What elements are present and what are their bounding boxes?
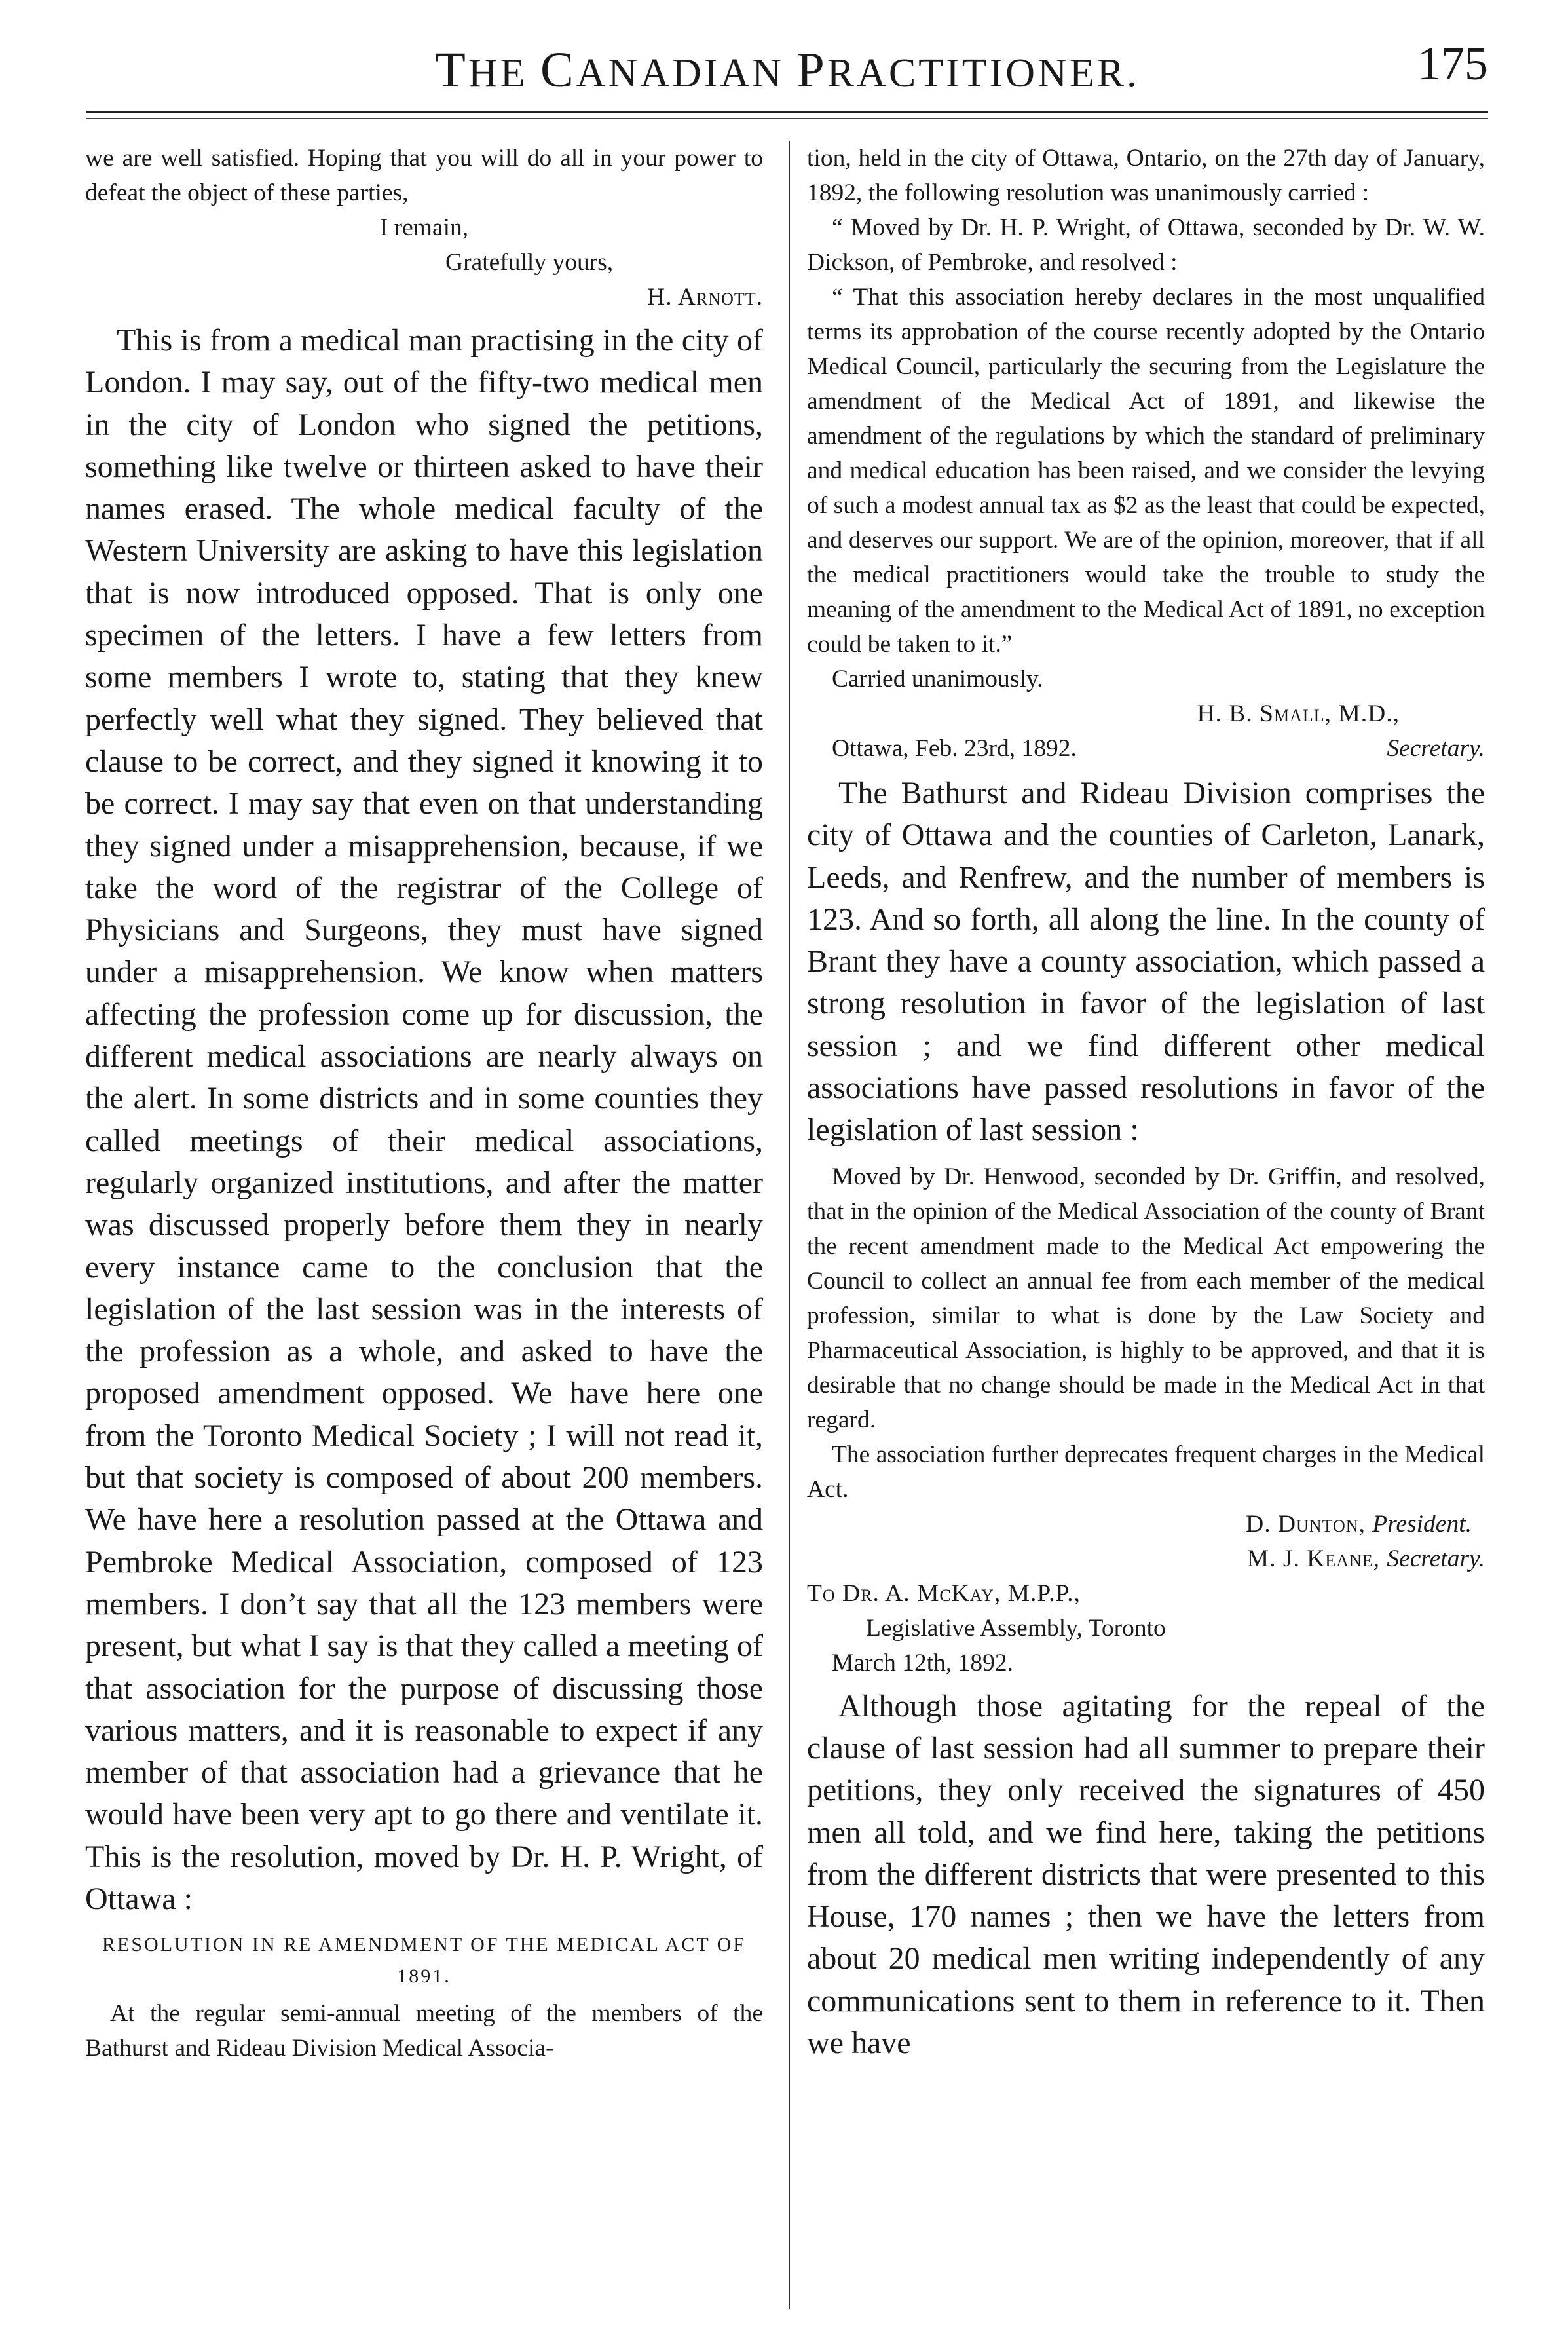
running-title-ractitioner: RACTITIONER. <box>827 51 1140 96</box>
moved-by-wright: “ Moved by Dr. H. P. Wright, of Ottawa, seconded by Dr. W. W. Dickson, of Pembroke, and resolved : <box>807 214 1485 276</box>
speech-paragraph-2: The Bathurst and Rideau Division comprises the city of Ottawa and the counties of Carleton, Lanark, Leeds, and Renfrew, and the number of members is 123. And so forth, all along the line. In the county of Brant they have a county association, which passed a strong resolution in favor of the legislation of last session ; and we find different other medical associations have passed resolutions in favor of the legislation of last session : <box>807 776 1485 1148</box>
small-signature: H. B. Small, M.D., <box>1197 700 1400 727</box>
resolution-intro: At the regular semi-annual meeting of the members of the Bathurst and Rideau Division Medical Associa- <box>85 2000 763 2062</box>
header-rule-thin <box>86 118 1488 119</box>
carried-unanimously: Carried unanimously. <box>832 666 1043 692</box>
right-column <box>807 141 1485 2064</box>
speech-paragraph-3: Although those agitating for the repeal of the clause of last session had all summer to prepare their petitions, they only received the signatures of 450 men all told, and we find here, taking the petitions from the different districts that were presented to this House, 170 names ; then we have the letters from about 20 medical men writing independently of any communications sent to them in reference to it. Then we have <box>807 1688 1485 2061</box>
letter-signature: H. Arnott. <box>647 284 763 311</box>
speech-paragraph-1: This is from a medical man practising in the city of London. I may say, out of the fifty-two medical men in the city of London who signed the petitions, something like twelve or thirteen asked to have their names erased. The whole medical faculty of the Western University are asking to have this legislation that is now introduced opposed. That is only one specimen of the letters. I have a few letters from some members I wrote to, stating that they knew perfectly well what they signed. They believed that clause to be correct, and they signed it knowing it to be correct. I may say that even on that understanding they signed under a misapprehension, because, if we take the word of the registrar of the College of Physicians and Surgeons, they must have signed under a misapprehension. We know when matters affecting the profession come up for discussion, the different medical associations are nearly always on the alert. In some districts and in some counties they called meetings of their medical associations, regularly organized institutions, and after the matter was discussed properly before them they in nearly every instance came to the conclusion that the legislation of the last session was in the interests of the profession as a whole, and asked to have the proposed amendment opposed. We have here one from the Toronto Medical Society ; I will not read it, but that society is composed of about 200 members. We have here a resolution passed at the Ottawa and Pembroke Medical Association, composed of 123 members. I don’t say that all the 123 members were present, but what I say is that they called a meeting of that association for the purpose of discussing those various matters, and it is reasonable to expect if any member of that association had a grievance that he would have been very apt to go there and ventilate it. This is the resolution, moved by Dr. H. P. Wright, of Ottawa : <box>85 323 763 1916</box>
keane-name: M. J. Keane, <box>1246 1545 1387 1572</box>
secretary-title: Secretary. <box>1387 735 1485 762</box>
letter-closing-text: we are well satisfied. Hoping that you will do all in your power to defeat the object of these parties, <box>85 145 763 206</box>
running-title-t: T <box>435 43 468 98</box>
dunton-title: President. <box>1372 1510 1472 1538</box>
left-column <box>85 141 763 2066</box>
keane-signature <box>807 1541 1485 1576</box>
page-header <box>86 33 1488 105</box>
page-number: 175 <box>1417 37 1488 90</box>
dunton-signature <box>807 1507 1485 1541</box>
column-divider <box>789 141 790 2309</box>
march-date: March 12th, 1892. <box>832 1649 1014 1676</box>
resolution-continued: tion, held in the city of Ottawa, Ontario, on the 27th day of January, 1892, the following resolution was unanimously carried : <box>807 145 1485 206</box>
running-title-anadian: ANADIAN <box>576 51 797 96</box>
running-title-p: P <box>796 43 827 98</box>
to-line: To Dr. A. McKay, M.P.P., <box>807 1579 1081 1607</box>
brant-resolution: Moved by Dr. Henwood, seconded by Dr. Griffin, and resolved, that in the opinion of the Medical Association of the county of Brant the recent amendment made to the Medical Act empowering the Council to collect an annual fee from each member of the medical profession, similar to what is done by the Law Society and Pharmaceutical Association, is highly to be approved, and that it is desirable that no change should be made in the Medical Act in that regard. <box>807 1163 1485 1433</box>
dunton-name: D. Dunton, <box>1246 1510 1373 1538</box>
resolution-heading: RESOLUTION IN RE AMENDMENT OF THE MEDICAL ACT OF 1891. <box>102 1934 746 1988</box>
keane-title: Secretary. <box>1387 1545 1485 1572</box>
letter-remain: I remain, <box>379 214 469 241</box>
running-title-c: C <box>540 43 576 98</box>
running-title <box>86 42 1488 99</box>
deprecates-text: The association further deprecates frequent charges in the Medical Act. <box>807 1441 1485 1503</box>
header-rule <box>86 111 1488 113</box>
ottawa-date-row <box>807 731 1485 766</box>
letter-gratefully: Gratefully yours, <box>445 249 614 276</box>
running-title-he: HE <box>468 51 540 96</box>
ottawa-resolution-text: “ That this association hereby declares in the most unqualified terms its approbation of the course recently adopted by the Ontario Medical Council, particularly the securing from the Legislature the amendment of the Medical Act of 1891, and likewise the amendment of the regulations by which the standard of preliminary and medical education has been raised, and we consider the levying of such a modest annual tax as $2 as the least that could be expected, and deserves our support. We are of the opinion, moreover, that if all the medical practitioners would take the trouble to study the meaning of the amendment to the Medical Act of 1891, no exception could be taken to it.” <box>807 284 1485 658</box>
legislative-assembly: Legislative Assembly, Toronto <box>866 1614 1166 1642</box>
ottawa-date: Ottawa, Feb. 23rd, 1892. <box>832 735 1077 762</box>
